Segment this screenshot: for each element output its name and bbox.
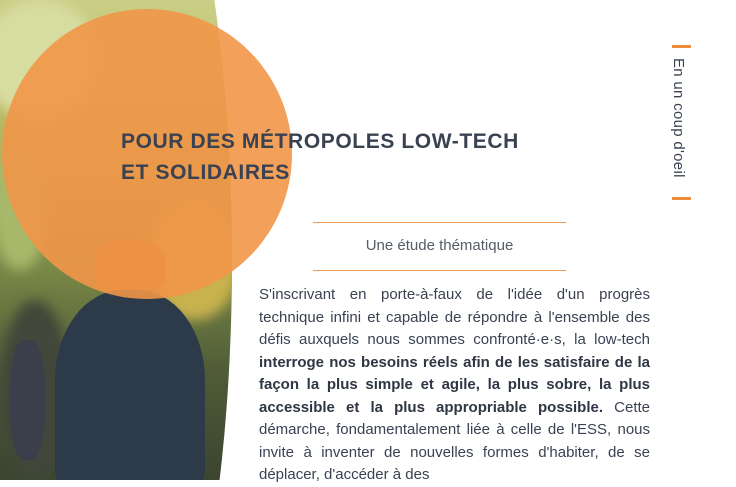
- page-title-line-2: ET SOLIDAIRES: [121, 161, 290, 184]
- page-title-line-1: POUR DES MÉTROPOLES LOW-TECH: [121, 130, 519, 153]
- subtitle-top-rule: [313, 222, 566, 223]
- side-tab-label: En un coup d'oeil: [670, 58, 687, 178]
- subtitle: Une étude thématique: [365, 237, 514, 254]
- page-title: [121, 126, 519, 188]
- subtitle-bottom-rule: [313, 270, 566, 271]
- intro-paragraph: [259, 284, 650, 487]
- intro-text-bold: interroge nos besoins réels afin de les satisfaire de la façon la plus simple et agile, la plus sobre, la plus accessible et la plus appropriable possible.: [259, 353, 650, 416]
- intro-text-start: S'inscrivant en porte-à-faux de l'idée d'un progrès technique infini et capable de répondre à l'ensemble des défis auxquels nous sommes confronté·e·s, la low-tech: [259, 286, 650, 348]
- intro-text-end: Cette démarche, fondamentalement liée à celle de l'ESS, nous invite à inventer de nouvelles formes d'habiter, de se déplacer, d'accéder à des: [259, 398, 650, 483]
- side-tab-top-bar: [672, 45, 691, 48]
- side-tab-bottom-bar: [672, 197, 691, 200]
